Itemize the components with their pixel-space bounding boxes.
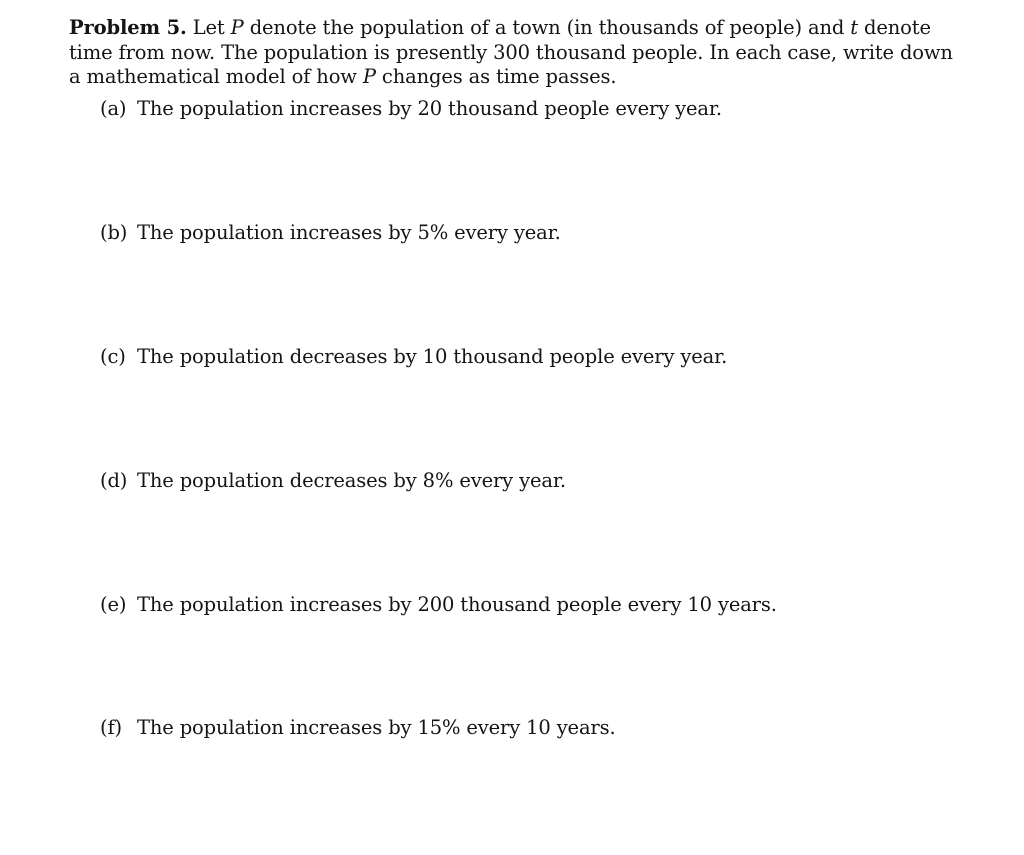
part-text: The population decreases by 8% every year. [137, 469, 566, 492]
problem-text: denote the population of a town (in thousands of people) and [243, 16, 851, 39]
part-text: The population increases by 5% every year. [137, 221, 561, 244]
problem-text: Let [186, 16, 231, 39]
problem-text: a mathematical model of how [69, 65, 363, 88]
part-label: (a) [100, 97, 127, 120]
part-label: (e) [100, 593, 127, 616]
part-a [100, 97, 722, 121]
part-label: (b) [100, 221, 128, 244]
problem-label: Problem 5. [69, 16, 187, 39]
problem-line-1 [69, 16, 949, 41]
problem-statement [69, 16, 953, 90]
part-b [100, 221, 561, 245]
part-f [100, 716, 616, 740]
part-text: The population increases by 15% every 10 years. [137, 716, 616, 739]
problem-line-2: time from now. The population is presently 300 thousand people. In each case, write down [69, 40, 953, 64]
part-e [100, 593, 777, 617]
variable-t: t [850, 16, 858, 39]
part-text: The population increases by 200 thousand people every 10 years. [137, 593, 777, 616]
variable-p: P [230, 16, 244, 39]
part-text: The population increases by 20 thousand people every year. [137, 97, 722, 120]
variable-p: P [362, 65, 376, 88]
part-text: The population decreases by 10 thousand people every year. [137, 345, 728, 368]
part-label: (c) [100, 345, 126, 368]
part-label: (d) [100, 469, 128, 492]
problem-text: changes as time passes. [375, 65, 617, 88]
problem-line-3 [69, 65, 949, 90]
part-d [100, 469, 566, 493]
part-c [100, 345, 727, 369]
problem-text: denote [857, 16, 931, 39]
part-label: (f) [100, 716, 122, 739]
